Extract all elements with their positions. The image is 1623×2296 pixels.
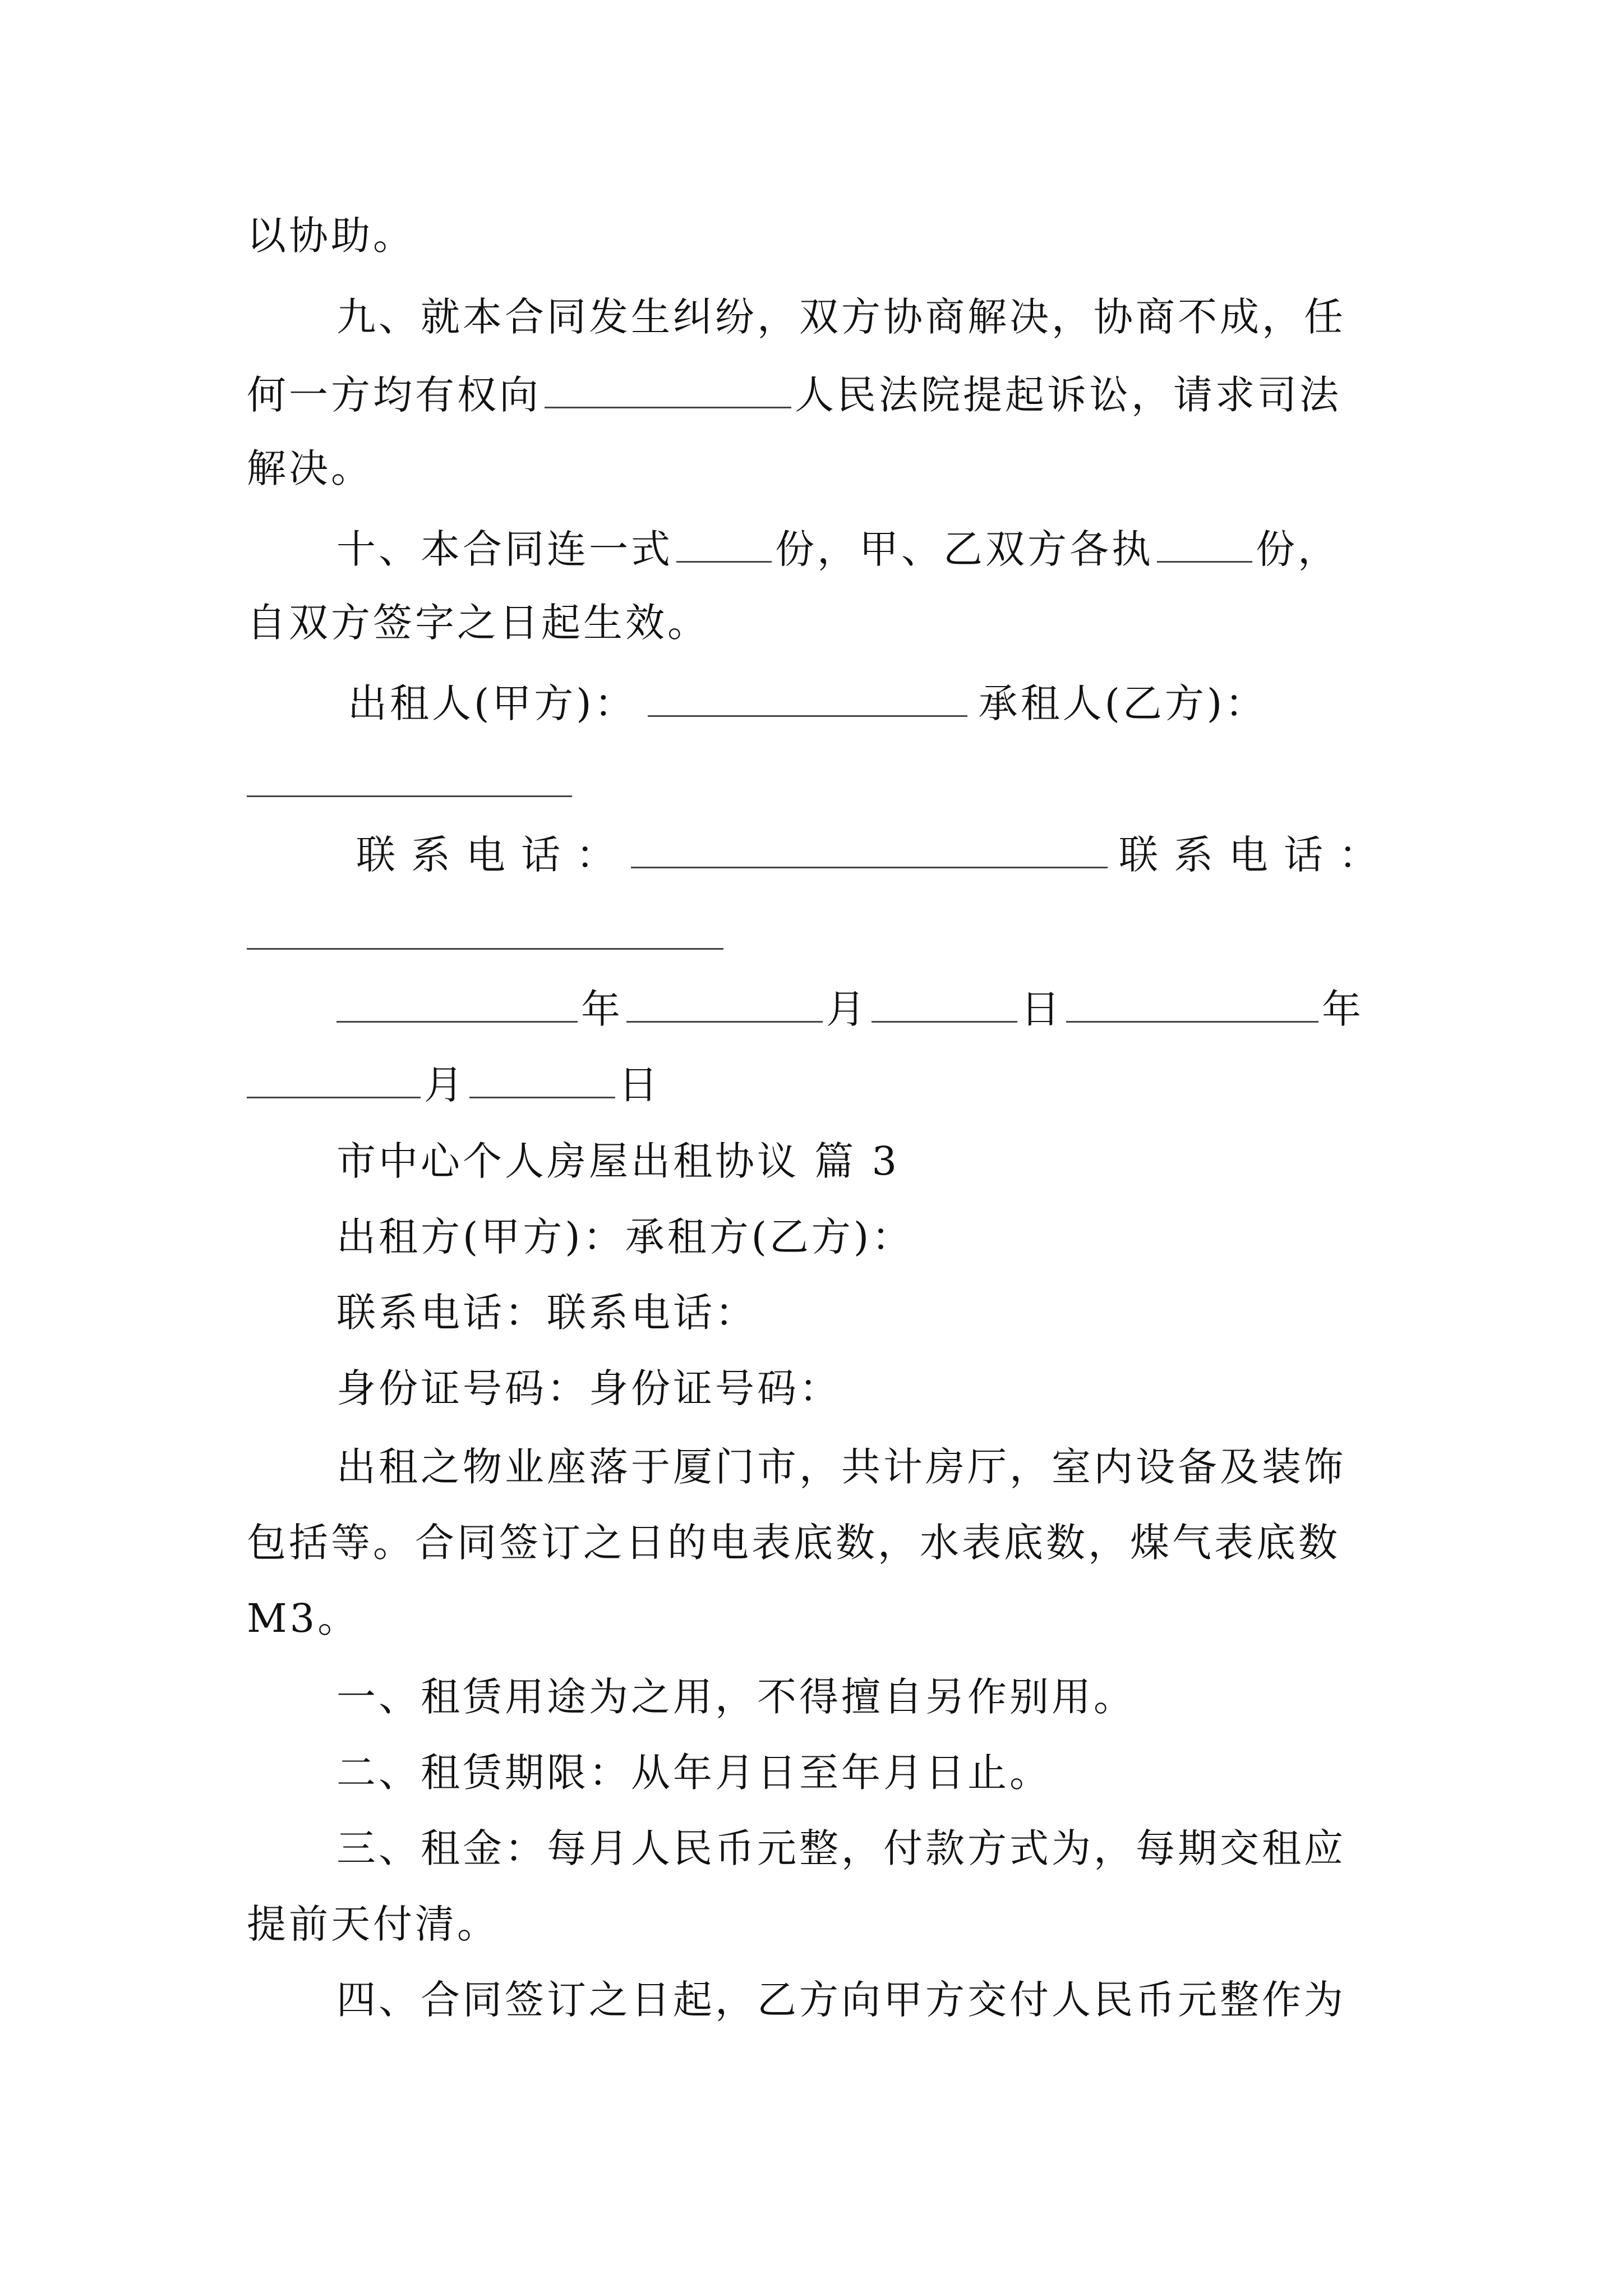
clause-10-text-c: 份， (1256, 526, 1340, 572)
lessee-signature-blank[interactable] (247, 795, 572, 797)
court-blank[interactable] (545, 373, 791, 408)
lessor-phone-blank[interactable] (631, 833, 1108, 868)
property-line-3: M3。 (247, 1595, 360, 1641)
lessee-year-blank[interactable] (1066, 987, 1318, 1023)
clause-10-line-2: 自双方签字之日起生效。 (247, 600, 709, 646)
signature-line (348, 680, 1267, 726)
copies-total-blank[interactable] (676, 527, 772, 563)
clause-1: 一、租赁用途为之用，不得擅自另作别用。 (336, 1674, 1136, 1720)
lessor-phone-label: 联系电话： (356, 832, 631, 878)
clause-2: 二、租赁期限：从年月日至年月日止。 (336, 1750, 1052, 1796)
year-label: 年 (581, 986, 623, 1032)
lessee-month-blank[interactable] (247, 1063, 421, 1098)
property-line-2: 包括等。合同签订之日的电表底数，水表底数，煤气表底数 (247, 1520, 1340, 1566)
month-label: 月 (826, 986, 868, 1032)
lessor-year-blank[interactable] (336, 987, 578, 1023)
copies-each-blank[interactable] (1157, 527, 1252, 563)
section-title: 市中心个人房屋出租协议 篇 3 (336, 1138, 900, 1184)
clause-10-text-a: 十、本合同连一式 (336, 526, 673, 572)
day-label: 日 (619, 1062, 661, 1108)
parties-line: 出租方(甲方)：承租方(乙方)： (336, 1214, 914, 1260)
clause-9-text-a: 何一方均有权向 (247, 372, 541, 418)
lessor-day-blank[interactable] (872, 987, 1017, 1023)
lessor-month-blank[interactable] (626, 987, 823, 1023)
property-line-1: 出租之物业座落于厦门市，共计房厅，室内设备及装饰 (336, 1444, 1346, 1490)
lessee-day-blank[interactable] (469, 1063, 615, 1098)
clause-9-text-b: 人民法院提起诉讼，请求司法 (795, 372, 1341, 418)
lessee-phone-blank[interactable] (247, 948, 723, 950)
lessee-label: 承租人(乙方)： (978, 680, 1267, 726)
phone-line (356, 832, 1394, 878)
clause-3-line-1: 三、租金：每月人民币元整，付款方式为，每期交租应 (336, 1825, 1346, 1871)
month-label: 月 (424, 1062, 466, 1108)
clause-3-line-2: 提前天付清。 (247, 1901, 499, 1947)
lessor-label: 出租人(甲方)： (348, 680, 637, 726)
clause-10-text-b: 份，甲、乙双方各执 (775, 526, 1154, 572)
text-line: 以协助。 (247, 213, 415, 259)
lessee-phone-label: 联系电话： (1119, 832, 1394, 878)
clause-9-line-3: 解决。 (247, 445, 373, 491)
lessor-signature-blank[interactable] (648, 682, 967, 717)
year-label: 年 (1322, 986, 1364, 1032)
phones-line: 联系电话：联系电话： (336, 1290, 757, 1336)
clause-4-line-1: 四、合同签订之日起，乙方向甲方交付人民币元整作为 (336, 1977, 1346, 2023)
date-line-2 (247, 1062, 661, 1108)
clause-10-line-1 (336, 526, 1340, 572)
clause-9-line-2 (247, 372, 1341, 418)
ids-line: 身份证号码：身份证号码： (336, 1365, 841, 1411)
day-label: 日 (1021, 986, 1063, 1032)
clause-9-line-1: 九、就本合同发生纠纷，双方协商解决，协商不成，任 (336, 294, 1346, 340)
date-line-1 (336, 986, 1364, 1032)
